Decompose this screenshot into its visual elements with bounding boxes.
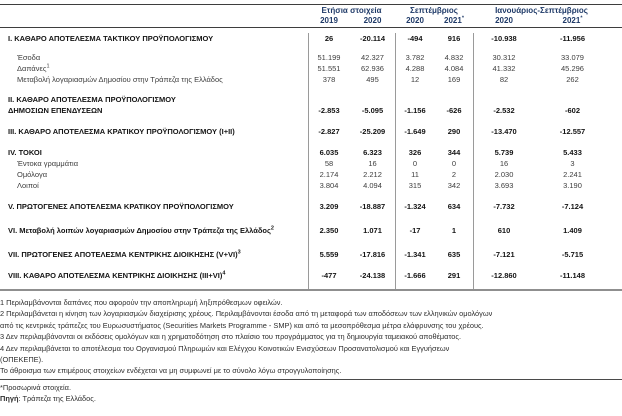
table-body — [0, 33, 622, 289]
value-cell: 45.296 — [561, 64, 584, 73]
value-cell: -1.324 — [404, 202, 426, 211]
column-divider — [395, 33, 396, 289]
table-row — [0, 52, 622, 63]
value-cell: 6.035 — [319, 148, 339, 157]
value-cell: 41.332 — [492, 64, 516, 73]
value-cell: 342 — [447, 181, 461, 190]
table-row — [0, 126, 622, 137]
year-header: 2020 — [406, 16, 424, 25]
value-cell: -626 — [446, 106, 462, 115]
column-group-label: Ετήσια στοιχεία — [321, 6, 382, 15]
year-header: 2019 — [320, 16, 338, 25]
table-row — [0, 33, 622, 44]
row-label: IV. ΤΟΚΟΙ — [8, 148, 42, 157]
value-cell: 5.433 — [563, 148, 582, 157]
table-row — [0, 249, 622, 260]
value-cell: 0 — [412, 159, 418, 168]
table-row — [0, 158, 622, 169]
value-cell: 3.190 — [563, 181, 582, 190]
value-cell: 2.350 — [319, 226, 339, 235]
value-cell: 30.312 — [492, 53, 516, 62]
value-cell: 4.832 — [444, 53, 464, 62]
value-cell: 26 — [324, 34, 334, 43]
value-cell: -2.532 — [493, 106, 515, 115]
value-cell: 4.288 — [405, 64, 425, 73]
table-row — [0, 270, 622, 281]
source-text: : Τράπεζα της Ελλάδος. — [18, 393, 96, 403]
value-cell: -12.860 — [491, 271, 517, 280]
table-row — [0, 180, 622, 191]
value-cell: -494 — [407, 34, 423, 43]
value-cell: 2.212 — [363, 170, 382, 179]
footnote-line: από τις κεντρικές τράπεζες του Ευρωσυστήματος (Securities Markets Programme - SMP) και από τα μεσοπρόθεσμα μέτρα ελάφρυνσης του χρέους. — [0, 320, 484, 330]
column-divider — [308, 33, 309, 289]
table-row — [0, 147, 622, 158]
footnotes — [0, 291, 622, 365]
value-cell: 6.323 — [363, 148, 382, 157]
table-row — [0, 201, 622, 212]
year-header: 2021* — [562, 15, 583, 25]
value-cell: 62.936 — [361, 64, 384, 73]
value-cell: -1.341 — [404, 250, 426, 259]
value-cell: -20.114 — [359, 34, 386, 43]
value-cell: -5.095 — [361, 106, 384, 115]
row-label: Δαπάνες$^1$ — [17, 63, 50, 73]
value-cell: 3.804 — [319, 181, 339, 190]
value-cell: -7.124 — [561, 202, 584, 211]
row-label: V. ΠΡΩΤΟΓΕΝΕΣ ΑΠΟΤΕΛΕΣΜΑ ΚΡΑΤΙΚΟΥ ΠΡΟΫΠΟΛΟΓΙΣΜΟΥ — [8, 202, 234, 211]
row-label: VI. Μεταβολή λοιπών λογαριασμών Δημοσίου στην Τράπεζα της Ελλάδος$^2$ — [8, 225, 274, 235]
row-label-line2: ΔΗΜΟΣΙΩΝ ΕΠΕΝΔΥΣΕΩΝ — [8, 106, 103, 115]
row-label: Έντοκα γραμμάτια — [17, 159, 79, 168]
value-cell: 495 — [366, 75, 379, 84]
value-cell: 3.209 — [319, 202, 339, 211]
value-cell: -17 — [409, 226, 421, 235]
value-cell: 315 — [408, 181, 422, 190]
value-cell: 0 — [451, 159, 457, 168]
value-cell: 51.551 — [317, 64, 341, 73]
header-years-spacer — [0, 16, 308, 26]
value-cell: 634 — [447, 202, 461, 211]
value-cell: -2.853 — [318, 106, 340, 115]
value-cell: -25.209 — [359, 127, 386, 136]
column-group-label: Ιανουάριος-Σεπτέμβριος — [495, 6, 588, 15]
footnote-line: 2 Περιλαμβάνεται η κίνηση των λογαριασμών διαχείρισης χρέους. Περιλαμβάνονται έσοδα από τη μεταφορά των αποδόσεων των ελληνικών ομολόγων — [0, 309, 493, 319]
source-label: Πηγή — [0, 393, 19, 403]
value-cell: -24.138 — [359, 271, 386, 280]
row-label: VII. ΠΡΩΤΟΓΕΝΕΣ ΑΠΟΤΕΛΕΣΜΑ ΚΕΝΤΡΙΚΗΣ ΔΙΟΙΚΗΣΗΣ $(V+VI)^3$ — [8, 249, 241, 259]
row-label: Μεταβολή λογαριασμών Δημοσίου στην Τράπεζα της Ελλάδος — [17, 75, 223, 84]
value-cell: 4.084 — [444, 64, 464, 73]
value-cell: 326 — [408, 148, 422, 157]
value-cell: 4.094 — [363, 181, 382, 190]
table-row — [0, 74, 622, 85]
value-cell: 5.739 — [494, 148, 514, 157]
value-cell: -1.649 — [404, 127, 426, 136]
column-group-label: Σεπτέμβριος — [410, 6, 458, 15]
value-cell: 42.327 — [361, 53, 384, 62]
year-header: 2020 — [363, 16, 382, 25]
value-cell: 3.782 — [405, 53, 425, 62]
value-cell: 2.030 — [494, 170, 514, 179]
row-label: II. ΚΑΘΑΡΟ ΑΠΟΤΕΛΕΣΜΑ ΠΡΟΫΠΟΛΟΓΙΣΜΟΥ ΔΗΜΟΣΙΩΝ ΕΠΕΝΔΥΣΕΩΝ — [0, 94, 308, 116]
value-cell: 2 — [451, 170, 457, 179]
value-cell: -17.816 — [359, 250, 386, 259]
footnote-line: 3 Δεν περιλαμβάνονται οι εκδόσεις ομολόγων και η χρηματοδότηση στο πλαίσιο του προγράμματος για τη δημιουργία ταμειακού αποθέματος. — [0, 332, 461, 342]
row-label: Ομόλογα — [17, 170, 48, 179]
footnote-line: (ΟΠΕΚΕΠΕ). — [0, 355, 44, 365]
value-cell: 2.174 — [319, 170, 339, 179]
value-cell: -7.732 — [493, 202, 515, 211]
value-cell: 291 — [447, 271, 461, 280]
footnote-line: 1 Περιλαμβάνονται δαπάνες που αφορούν την αποπληρωμή ληξιπρόθεσμων οφειλών. — [0, 298, 283, 307]
value-cell: 290 — [447, 127, 461, 136]
source-line — [0, 393, 622, 404]
value-cell: -11.956 — [559, 34, 586, 43]
value-cell: 16 — [368, 159, 377, 168]
value-cell: 82 — [499, 75, 509, 84]
value-cell: 58 — [324, 159, 334, 168]
value-cell: 169 — [447, 75, 461, 84]
footnote-line: 4 Δεν περιλαμβάνεται το αποτέλεσμα του Οργανισμού Πληρωμών και Ελέγχου Κοινοτικών Ενισχύσεων Προσανατολισμού και Εγγυήσεων — [0, 343, 450, 353]
table-row — [0, 94, 622, 116]
value-cell: -477 — [321, 271, 337, 280]
value-cell: 2.241 — [563, 170, 582, 179]
value-cell: 12 — [410, 75, 420, 84]
value-cell: 610 — [497, 226, 511, 235]
value-cell: -13.470 — [491, 127, 517, 136]
value-cell: -5.715 — [561, 250, 584, 259]
value-cell: -602 — [564, 106, 580, 115]
value-cell: 1.409 — [563, 226, 582, 235]
value-cell: -11.148 — [559, 271, 586, 280]
value-cell: 1.071 — [363, 226, 382, 235]
row-label: VIII. ΚΑΘΑΡΟ ΑΠΟΤΕΛΕΣΜΑ ΚΕΝΤΡΙΚΗΣ ΔΙΟΙΚΗΣΗΣ $(III+VI)^4$ — [8, 270, 226, 280]
value-cell: 1 — [451, 226, 457, 235]
year-header: 2021* — [444, 15, 464, 25]
value-cell: 3 — [570, 159, 575, 168]
table-rows — [0, 33, 622, 281]
row-label: Έσοδα — [17, 53, 41, 62]
value-cell: -1.156 — [404, 106, 426, 115]
value-cell: 16 — [499, 159, 509, 168]
table-row — [0, 63, 622, 74]
value-cell: 262 — [566, 75, 579, 84]
value-cell: 916 — [447, 34, 461, 43]
value-cell: 378 — [322, 75, 336, 84]
table-row — [0, 225, 622, 236]
provisional-note: *Προσωρινά στοιχεία. — [0, 382, 71, 392]
column-divider — [473, 33, 474, 289]
value-cell: -12.557 — [559, 127, 586, 136]
value-cell: 5.559 — [319, 250, 339, 259]
value-cell: -10.938 — [491, 34, 517, 43]
value-cell: 11 — [411, 170, 419, 179]
rounding-note: Το άθροισμα των επιμέρους στοιχείων ενδέχεται να μη συμφωνεί με το σύνολο λόγω στρογγυλοποίησης. — [0, 366, 342, 376]
table-row — [0, 169, 622, 180]
row-label: I. ΚΑΘΑΡΟ ΑΠΟΤΕΛΕΣΜΑ ΤΑΚΤΙΚΟΥ ΠΡΟΫΠΟΛΟΓΙΣΜΟΥ — [8, 34, 214, 43]
year-header: 2020 — [495, 16, 513, 25]
value-cell: 51.199 — [317, 53, 341, 62]
row-label: III. ΚΑΘΑΡΟ ΑΠΟΤΕΛΕΣΜΑ ΚΡΑΤΙΚΟΥ ΠΡΟΫΠΟΛΟΓΙΣΜΟΥ (I+II) — [8, 127, 235, 136]
value-cell: 344 — [447, 148, 461, 157]
header-rule — [0, 27, 622, 28]
row-label: Λοιποί — [17, 181, 39, 190]
value-cell: -1.666 — [404, 271, 426, 280]
value-cell: -7.121 — [493, 250, 515, 259]
value-cell: -2.827 — [318, 127, 340, 136]
value-cell: 33.079 — [561, 53, 584, 62]
value-cell: -18.887 — [359, 202, 386, 211]
header-groups — [0, 5, 622, 16]
header-years — [0, 16, 622, 26]
value-cell: 3.693 — [494, 181, 514, 190]
budget-results-table-page — [0, 4, 622, 416]
header-label-spacer — [0, 5, 308, 16]
value-cell: 635 — [447, 250, 461, 259]
